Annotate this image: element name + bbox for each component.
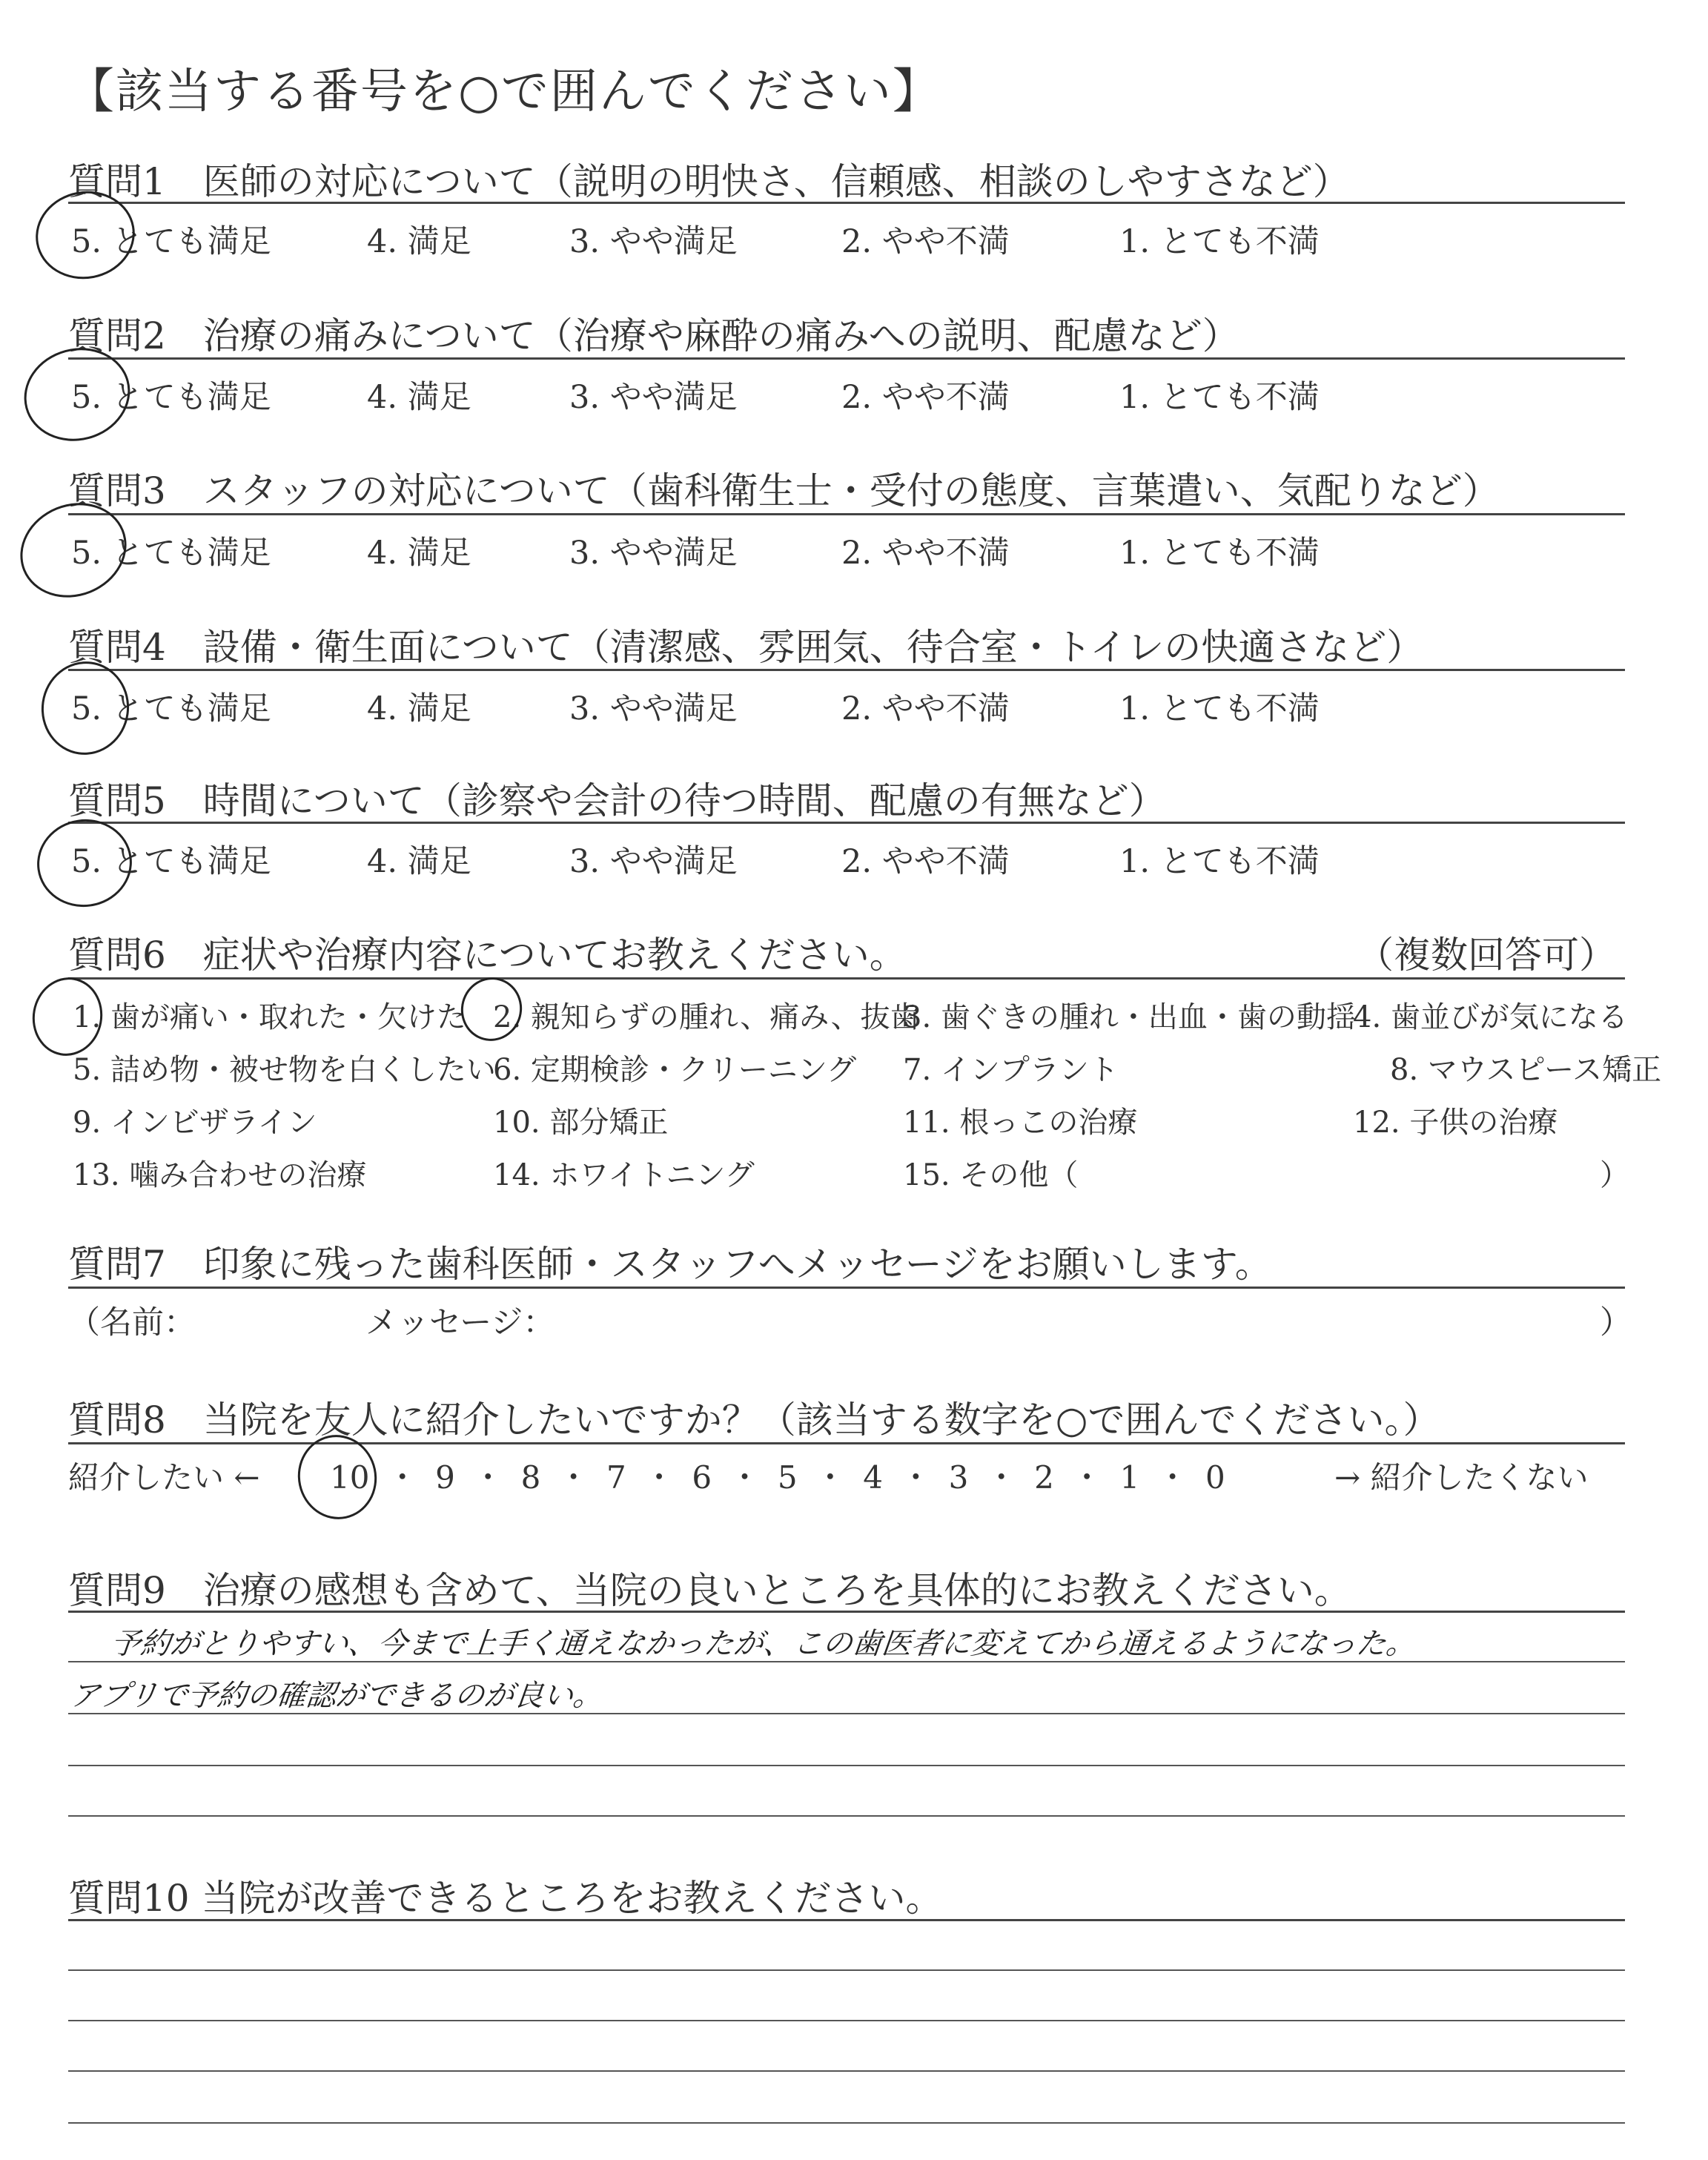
question-8-rule xyxy=(68,1442,1625,1444)
q9-answer-rule-2 xyxy=(68,1713,1625,1714)
q4-option-3[interactable]: 3. やや満足 xyxy=(569,690,738,727)
q4-option-5[interactable]: 5. とても満足 xyxy=(71,690,271,727)
q10-answer-rule-2 xyxy=(68,2020,1625,2021)
q3-option-4[interactable]: 4. 満足 xyxy=(367,535,471,572)
q6-option-13[interactable]: 13. 噛み合わせの治療 xyxy=(73,1158,367,1192)
q4-option-2[interactable]: 2. やや不満 xyxy=(841,690,1010,727)
q6-other-close-paren: ） xyxy=(1600,1158,1629,1192)
q6-option-9[interactable]: 9. インビザライン xyxy=(73,1106,317,1140)
q6-option-14[interactable]: 14. ホワイトニング xyxy=(493,1158,755,1192)
q6-option-1[interactable]: 1. 歯が痛い・取れた・欠けた xyxy=(73,1000,466,1034)
question-6-title: 質問6 症状や治療内容についてお教えください。 xyxy=(68,934,907,977)
question-2-rule xyxy=(68,357,1625,360)
selection-circle-q4 xyxy=(36,655,135,760)
q2-option-3[interactable]: 3. やや満足 xyxy=(569,379,738,416)
question-3-rule xyxy=(68,513,1625,515)
q5-option-5[interactable]: 5. とても満足 xyxy=(71,843,271,880)
q2-option-1[interactable]: 1. とても不満 xyxy=(1119,379,1320,416)
q5-option-1[interactable]: 1. とても不満 xyxy=(1119,843,1320,880)
q9-answer-rule-1 xyxy=(68,1661,1625,1662)
q8-scale-numbers[interactable]: 10 ・ 9 ・ 8 ・ 7 ・ 6 ・ 5 ・ 4 ・ 3 ・ 2 ・ 1 ・ 0 xyxy=(330,1459,1225,1496)
q10-answer-rule-1 xyxy=(68,1969,1625,1971)
q7-name-label: （名前： xyxy=(68,1304,196,1341)
q3-option-1[interactable]: 1. とても不満 xyxy=(1119,535,1320,572)
q7-message-label: メッセージ： xyxy=(365,1304,555,1341)
q6-option-6[interactable]: 6. 定期検診・クリーニング xyxy=(493,1053,857,1087)
form-header: 【該当する番号を○で囲んでください】 xyxy=(67,65,941,119)
question-2-title: 質問2 治療の痛みについて（治療や麻酔の痛みへの説明、配慮など） xyxy=(68,314,1239,357)
question-5-rule xyxy=(68,822,1625,824)
q9-answer-line-2: アプリで予約の確認ができるのが良い。 xyxy=(68,1679,605,1713)
selection-circle-q6-2 xyxy=(454,971,529,1048)
q9-answer-rule-3 xyxy=(68,1765,1625,1766)
q4-option-4[interactable]: 4. 満足 xyxy=(367,690,471,727)
question-6-note: （複数回答可） xyxy=(1357,934,1616,977)
q6-option-3[interactable]: 3. 歯ぐきの腫れ・出血・歯の動揺 xyxy=(903,1000,1356,1034)
question-3-title: 質問3 スタッフの対応について（歯科衛生士・受付の態度、言葉遣い、気配りなど） xyxy=(68,469,1500,512)
q3-option-2[interactable]: 2. やや不満 xyxy=(841,535,1010,572)
q6-option-15[interactable]: 15. その他（ xyxy=(903,1158,1079,1192)
question-6-rule xyxy=(68,977,1625,980)
question-4-title: 質問4 設備・衛生面について（清潔感、雰囲気、待合室・トイレの快適さなど） xyxy=(68,626,1424,669)
q6-option-11[interactable]: 11. 根っこの治療 xyxy=(903,1106,1138,1140)
q5-option-3[interactable]: 3. やや満足 xyxy=(569,843,738,880)
question-7-title: 質問7 印象に残った歯科医師・スタッフへメッセージをお願いします。 xyxy=(68,1243,1272,1286)
q6-option-8[interactable]: 8. マウスピース矯正 xyxy=(1390,1053,1662,1087)
q7-close-paren: ） xyxy=(1600,1304,1632,1341)
q2-option-4[interactable]: 4. 満足 xyxy=(367,379,471,416)
q6-option-10[interactable]: 10. 部分矯正 xyxy=(493,1106,669,1140)
q1-option-4[interactable]: 4. 満足 xyxy=(367,223,471,260)
q2-option-2[interactable]: 2. やや不満 xyxy=(841,379,1010,416)
q5-option-4[interactable]: 4. 満足 xyxy=(367,843,471,880)
question-7-rule xyxy=(68,1287,1625,1289)
q10-answer-rule-4 xyxy=(68,2122,1625,2124)
q5-option-2[interactable]: 2. やや不満 xyxy=(841,843,1010,880)
question-10-rule xyxy=(68,1919,1625,1921)
question-9-rule xyxy=(68,1611,1625,1613)
question-1-rule xyxy=(68,202,1625,204)
q4-option-1[interactable]: 1. とても不満 xyxy=(1119,690,1320,727)
question-4-rule xyxy=(68,669,1625,671)
q3-option-5[interactable]: 5. とても満足 xyxy=(71,535,271,572)
question-1-title: 質問1 医師の対応について（説明の明快さ、信頼感、相談のしやすさなど） xyxy=(68,160,1350,203)
q6-option-2[interactable]: 2. 親知らずの腫れ、痛み、抜歯 xyxy=(493,1000,920,1034)
q6-option-4[interactable]: 4. 歯並びが気になる xyxy=(1353,1000,1628,1034)
q1-option-3[interactable]: 3. やや満足 xyxy=(569,223,738,260)
q6-option-5[interactable]: 5. 詰め物・被せ物を白くしたい xyxy=(73,1053,496,1087)
q6-option-7[interactable]: 7. インプラント xyxy=(903,1053,1119,1087)
q6-option-12[interactable]: 12. 子供の治療 xyxy=(1353,1106,1558,1140)
question-10-title: 質問10 当院が改善できるところをお教えください。 xyxy=(68,1877,943,1920)
selection-circle-q5 xyxy=(31,813,137,914)
q2-option-5[interactable]: 5. とても満足 xyxy=(71,379,271,416)
q9-answer-line-1: 予約がとりやすい、今まで上手く通えなかったが、この歯医者に変えてから通えるようになった。 xyxy=(109,1627,1418,1661)
q1-option-2[interactable]: 2. やや不満 xyxy=(841,223,1010,260)
q10-answer-rule-3 xyxy=(68,2070,1625,2072)
q3-option-3[interactable]: 3. やや満足 xyxy=(569,535,738,572)
question-5-title: 質問5 時間について（診察や会計の待つ時間、配慮の有無など） xyxy=(68,779,1166,822)
q9-answer-rule-4 xyxy=(68,1815,1625,1817)
q8-scale-right-label: → 紹介したくない xyxy=(1334,1459,1589,1496)
q1-option-5[interactable]: 5. とても満足 xyxy=(71,223,271,260)
question-9-title: 質問9 治療の感想も含めて、当院の良いところを具体的にお教えください。 xyxy=(68,1569,1351,1612)
question-8-title: 質問8 当院を友人に紹介したいですか？（該当する数字を○で囲んでください。） xyxy=(68,1398,1440,1441)
q8-scale-left-label: 紹介したい ← xyxy=(68,1459,260,1496)
q1-option-1[interactable]: 1. とても不満 xyxy=(1119,223,1320,260)
